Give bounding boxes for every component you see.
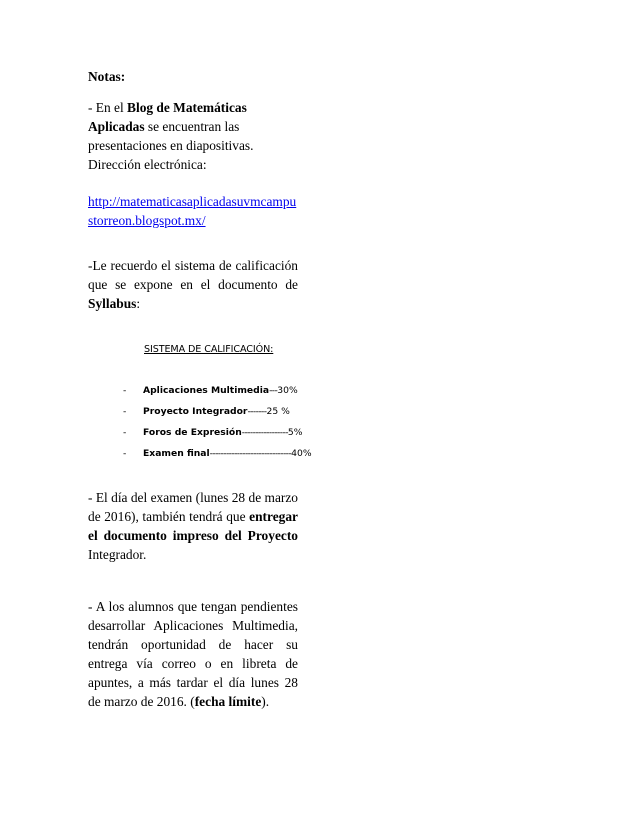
grading-item-separator: ------- [247,406,267,417]
syllabus-paragraph-prefix: -Le recuerdo el sistema de calificación que se expone en el documento de [88,258,298,292]
grading-item-name: Examen final [143,448,210,459]
pending-paragraph-suffix: ). [261,694,270,709]
blog-link-paragraph [88,192,298,230]
syllabus-word: Syllabus [88,296,137,311]
deadline-label: fecha límite [194,694,262,709]
grading-item-value: 25 % [266,406,290,417]
exam-paragraph-suffix: Integrador. [88,547,147,562]
blog-paragraph-suffix: se encuentran las presentaciones en diapositivas. Dirección electrónica: [88,119,254,172]
blog-paragraph [88,98,298,174]
grading-item-value: 5% [287,427,303,438]
blog-name: Blog de Matemáticas Aplicadas [88,100,247,134]
grading-item-dash: - [123,448,127,459]
grading-item [123,426,312,447]
grading-item-separator: --- [269,385,278,396]
exam-paragraph-prefix: - El día del examen (lunes 28 de marzo de 2016), también tendrá que [88,490,298,524]
blog-paragraph-prefix: - En el [88,100,128,115]
syllabus-paragraph-suffix: : [136,296,141,311]
grading-item-value: 30% [277,385,298,396]
grading-item-separator: ----------------- [241,427,288,438]
grading-item-separator: ------------------------------ [209,448,292,459]
grading-item-name: Aplicaciones Multimedia [143,385,270,396]
syllabus-paragraph [88,256,298,313]
grading-item [123,447,312,468]
grading-item-dash: - [123,427,127,438]
grading-item-dash: - [123,385,127,396]
grading-system-title: SISTEMA DE CALIFICACIÓN: [144,344,274,355]
grading-item-name: Proyecto Integrador [143,406,248,417]
exam-paragraph-bold: entregar el documento impreso del Proyecto [88,509,298,543]
pending-paragraph-text: - A los alumnos que tengan pendientes desarrollar Aplicaciones Multimedia, tendrán oportunidad de hacer su entrega vía correo o en libreta de apuntes, a más tardar el día lunes 28 de marzo de 2016. ( [88,599,298,709]
exam-paragraph [88,488,298,564]
grading-item [123,405,312,426]
notes-heading: Notas: [88,69,126,84]
grading-item-dash: - [123,406,127,417]
grading-item [123,384,312,405]
grading-list [123,384,312,468]
grading-item-name: Foros de Expresión [143,427,242,438]
grading-item-value: 40% [291,448,312,459]
pending-paragraph [88,597,298,711]
blog-link[interactable]: http://matematicasaplicadasuvmcampustorreon.blogspot.mx/ [88,194,297,228]
